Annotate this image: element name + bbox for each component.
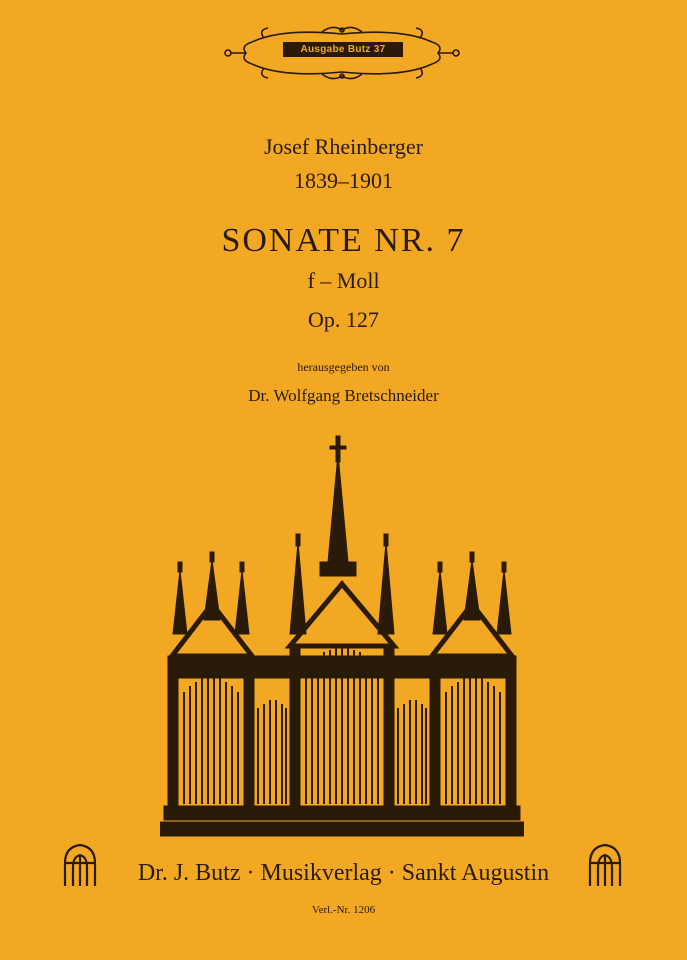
publisher-line: Dr. J. Butz · Musikverlag · Sankt Augustin xyxy=(137,860,550,886)
work-opus: Op. 127 xyxy=(308,307,379,332)
organ-facade-icon xyxy=(160,434,524,842)
editor-caption: herausgegeben von xyxy=(297,360,390,374)
work-key: f – Moll xyxy=(307,268,380,293)
composer-dates: 1839–1901 xyxy=(294,168,393,193)
catalog-number: Verl.-Nr. 1206 xyxy=(311,904,376,916)
work-title: SONATE NR. 7 xyxy=(221,222,466,259)
series-label: Ausgabe Butz 37 xyxy=(283,42,403,57)
editor-name: Dr. Wolfgang Bretschneider xyxy=(248,386,439,405)
composer-name: Josef Rheinberger xyxy=(263,134,424,159)
